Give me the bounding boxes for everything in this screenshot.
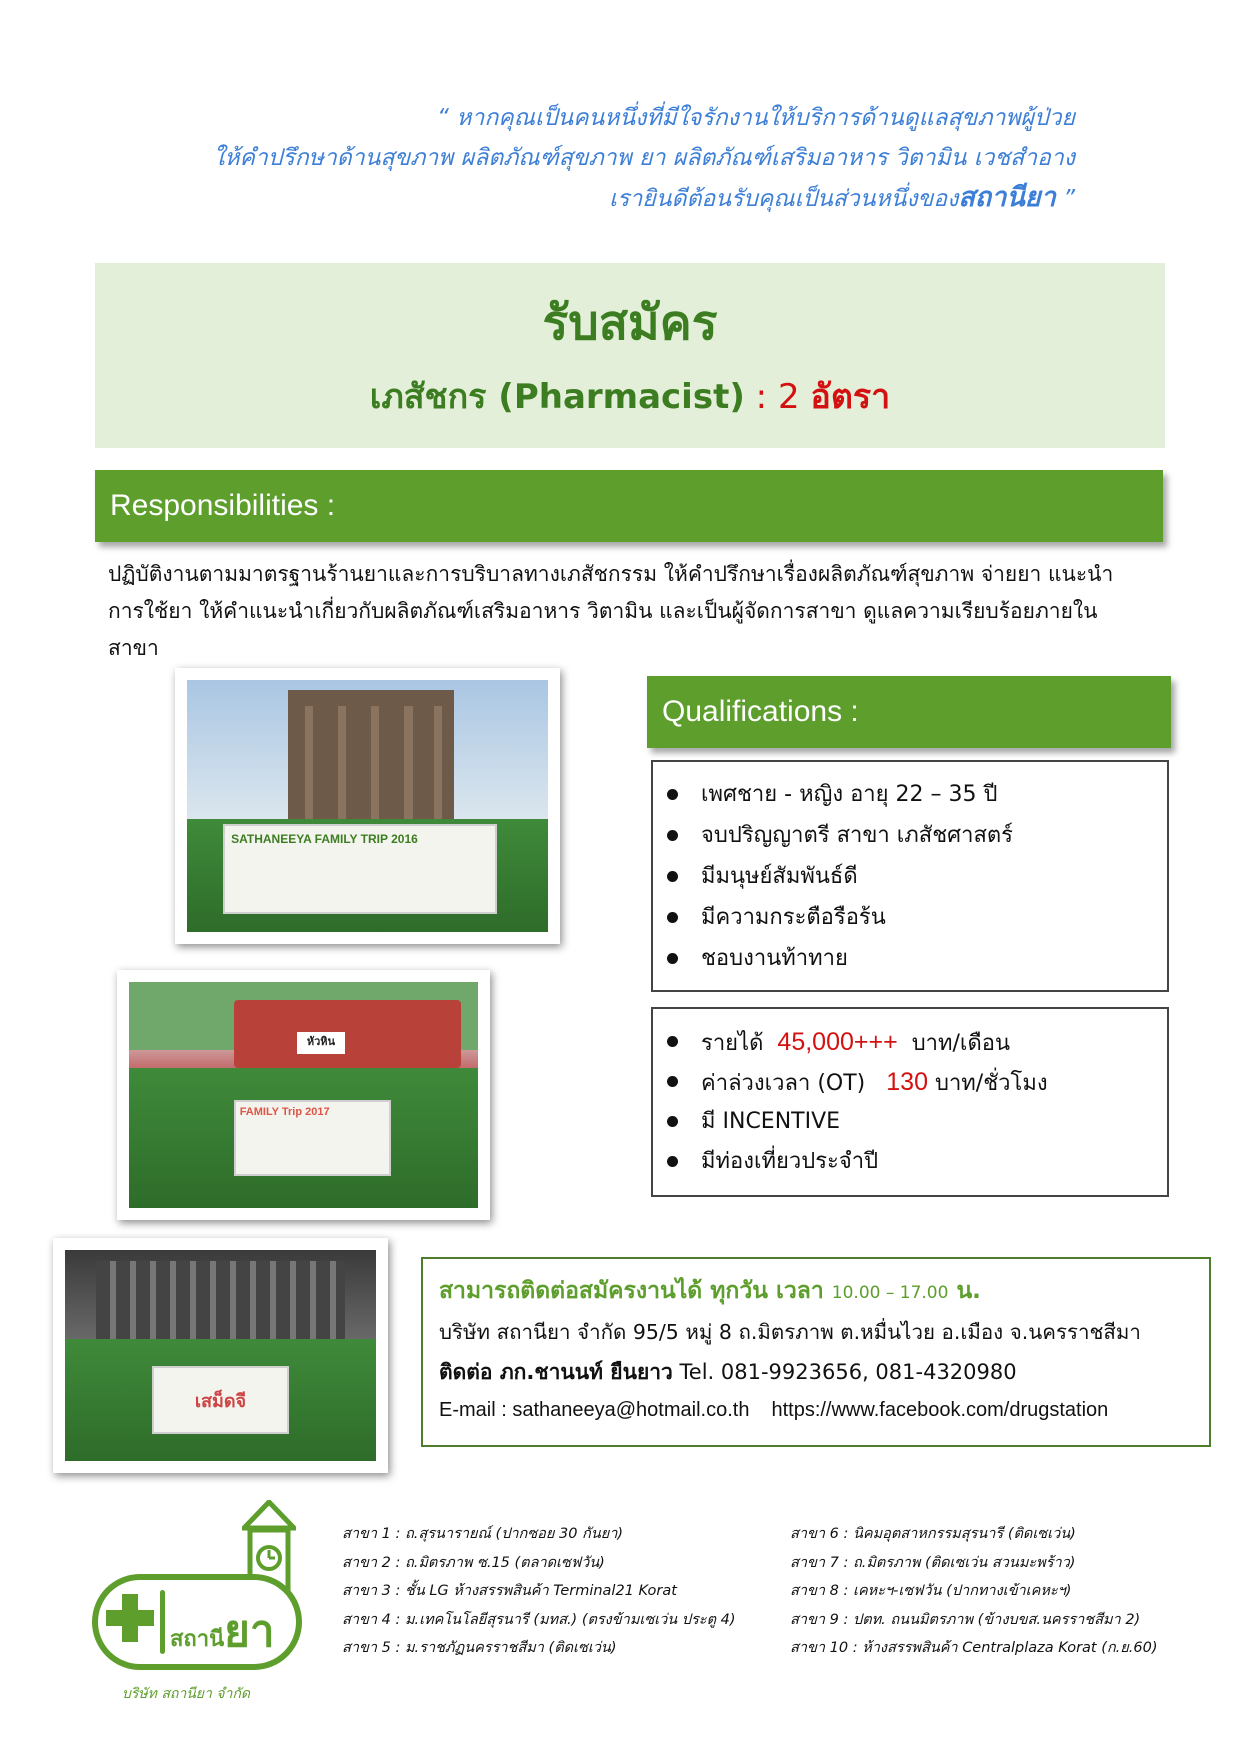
plus-cross-icon xyxy=(106,1594,154,1642)
salary-unit: บาท/เดือน xyxy=(911,1031,1010,1056)
contact-box xyxy=(421,1257,1211,1447)
logo-company-name: บริษัท สถานียา จำกัด xyxy=(122,1686,250,1702)
branch-item: สาขา 5 : ม.ราชภัฏนครราชสีมา (ติดเซเว่น) xyxy=(342,1640,617,1656)
contact-phone[interactable]: Tel. 081-9923656, 081-4320980 xyxy=(672,1360,1017,1384)
samet-banner xyxy=(152,1366,289,1434)
incentive-text: มี INCENTIVE xyxy=(701,1109,841,1134)
branch-item: สาขา 8 : เคหะฯ-เซฟวัน (ปากทางเข้าเคหะฯ) xyxy=(790,1583,1072,1599)
apply-hours-suffix: น. xyxy=(948,1278,981,1304)
contact-person xyxy=(439,1356,1017,1389)
branch-item: สาขา 9 : ปตท. ถนนมิตรภาพ (ข้างบขส.นครราชสีมา 2) xyxy=(790,1611,1141,1628)
position-colon: : xyxy=(744,377,778,417)
apply-hours-time: 10.00 – 17.00 xyxy=(831,1283,949,1303)
ot-value: 130 xyxy=(886,1068,928,1096)
salary-value: 45,000+++ xyxy=(777,1028,898,1056)
ot-unit: บาท/ชั่วโมง xyxy=(934,1071,1048,1096)
branch-item: สาขา 4 : ม.เทคโนโลยีสุรนารี (มทส.) (ตรงข้ามเซเว่น ประตู 4) xyxy=(342,1611,736,1628)
trip-banner-2016 xyxy=(223,824,497,915)
benefits-list-box xyxy=(651,1007,1169,1197)
hero-title: รับสมัคร xyxy=(542,295,718,351)
trip-text: มีท่องเที่ยวประจำปี xyxy=(701,1149,879,1174)
building-background xyxy=(96,1261,345,1345)
station-sign: หัวหิน xyxy=(297,1032,346,1055)
benefit-trip xyxy=(653,1142,1167,1182)
quote-line-1: “ หากคุณเป็นคนหนึ่งที่มีใจรักงานให้บริการด้านดูแลสุขภาพผู้ป่วย xyxy=(437,105,1075,131)
trip-banner-2016-text: SATHANEEYA FAMILY TRIP 2016 xyxy=(231,831,418,846)
quote-close: ” xyxy=(1055,186,1075,212)
position-count: 2 xyxy=(777,377,800,417)
sathaneeya-logo xyxy=(92,1500,312,1730)
quote-line-3 xyxy=(75,178,1075,219)
qualification-text: มีความกระตือรือร้น xyxy=(701,905,886,930)
qualification-item xyxy=(653,938,1167,979)
branch-item: สาขา 6 : นิคมอุตสาหกรรมสุรนารี (ติดเซเว่น) xyxy=(790,1526,1076,1542)
logo-wordmark xyxy=(170,1596,275,1666)
photo-family-trip-2016 xyxy=(175,668,560,944)
apply-hours-text: สามารถติดต่อสมัครงานได้ ทุกวัน เวลา xyxy=(439,1278,832,1304)
qualification-text: จบปริญญาตรี สาขา เภสัชศาสตร์ xyxy=(701,823,1013,848)
logo-name-small: สถานี xyxy=(170,1627,225,1652)
ot-label: ค่าล่วงเวลา (OT) xyxy=(701,1071,866,1096)
qualification-item xyxy=(653,856,1167,897)
samet-banner-text: เสม็ดจี xyxy=(194,1391,247,1412)
photo-family-trip-2017 xyxy=(117,970,490,1220)
photo-samet-trip xyxy=(53,1238,388,1473)
apply-hours xyxy=(439,1273,981,1309)
responsibilities-text: ปฏิบัติงานตามมาตรฐานร้านยาและการบริบาลทางเภสัชกรรม ให้คำปรึกษาเรื่องผลิตภัณฑ์สุขภาพ จ่ายยา แนะนำการใช้ยา ให้คำแนะนำเกี่ยวกับผลิตภัณฑ์เสริมอาหาร วิตามิน และเป็นผู้จัดการสาขา ดูแลความเรียบร้อยภายในสาขา xyxy=(108,562,1114,660)
trip-banner-2017-text: FAMILY Trip 2017 xyxy=(239,1105,330,1118)
salary-label: รายได้ xyxy=(701,1031,764,1056)
branch-list-right xyxy=(790,1520,1230,1663)
email-link[interactable]: E-mail : sathaneeya@hotmail.co.th xyxy=(439,1399,750,1421)
intro-quote xyxy=(75,98,1075,219)
qualification-text: เพศชาย - หญิง อายุ 22 – 35 ปี xyxy=(701,782,998,807)
branch-item: สาขา 3 : ชั้น LG ห้างสรรพสินค้า Terminal21 Korat xyxy=(342,1583,677,1599)
facebook-link[interactable]: https://www.facebook.com/drugstation xyxy=(771,1399,1109,1421)
branch-item: สาขา 2 : ถ.มิตรภาพ ซ.15 (ตลาดเซฟวัน) xyxy=(342,1554,605,1571)
qualification-text: มีมนุษย์สัมพันธ์ดี xyxy=(701,864,858,889)
qualification-item xyxy=(653,897,1167,938)
quote-brand: สถานียา xyxy=(958,182,1056,213)
qualification-text: ชอบงานท้าทาย xyxy=(701,946,848,971)
qualifications-list-box xyxy=(651,760,1169,992)
quote-line-3-text: เรายินดีต้อนรับคุณเป็นส่วนหนึ่งของ xyxy=(609,186,959,212)
qualification-item xyxy=(653,774,1167,815)
logo-badge xyxy=(92,1574,302,1670)
branch-item: สาขา 1 : ถ.สุรนารายณ์ (ปากซอย 30 กันยา) xyxy=(342,1526,624,1542)
benefit-ot xyxy=(653,1062,1167,1102)
qualifications-heading: Qualifications : xyxy=(647,676,1171,748)
trip-banner-2017 xyxy=(234,1100,391,1177)
branch-item: สาขา 7 : ถ.มิตรภาพ (ติดเซเว่น สวนมะพร้าว) xyxy=(790,1554,1076,1571)
quote-line-2: ให้คำปรึกษาด้านสุขภาพ ผลิตภัณฑ์สุขภาพ ยา ผลิตภัณฑ์เสริมอาหาร วิตามิน เวชสำอาง xyxy=(213,145,1075,171)
online-contacts xyxy=(439,1399,1108,1422)
position-line xyxy=(95,369,1165,423)
benefit-incentive xyxy=(653,1102,1167,1142)
company-address: บริษัท สถานียา จำกัด 95/5 หมู่ 8 ถ.มิตรภาพ ต.หมื่นไวย อ.เมือง จ.นครราชสีมา xyxy=(439,1320,1141,1344)
benefit-salary xyxy=(653,1022,1167,1062)
responsibilities-heading: Responsibilities : xyxy=(95,470,1163,542)
position-unit: อัตรา xyxy=(810,377,891,417)
contact-name: ติดต่อ ภก.ชานนท์ ยืนยาว xyxy=(439,1360,673,1384)
position-title: เภสัชกร (Pharmacist) xyxy=(369,377,745,417)
logo-name-big: ยา xyxy=(224,1606,275,1657)
branch-item: สาขา 10 : ห้างสรรพสินค้า Centralplaza Korat (ก.ย.60) xyxy=(790,1640,1158,1656)
station-roof xyxy=(234,1000,461,1068)
hero-panel xyxy=(95,263,1165,448)
branch-list-left xyxy=(342,1520,782,1663)
qualification-item xyxy=(653,815,1167,856)
